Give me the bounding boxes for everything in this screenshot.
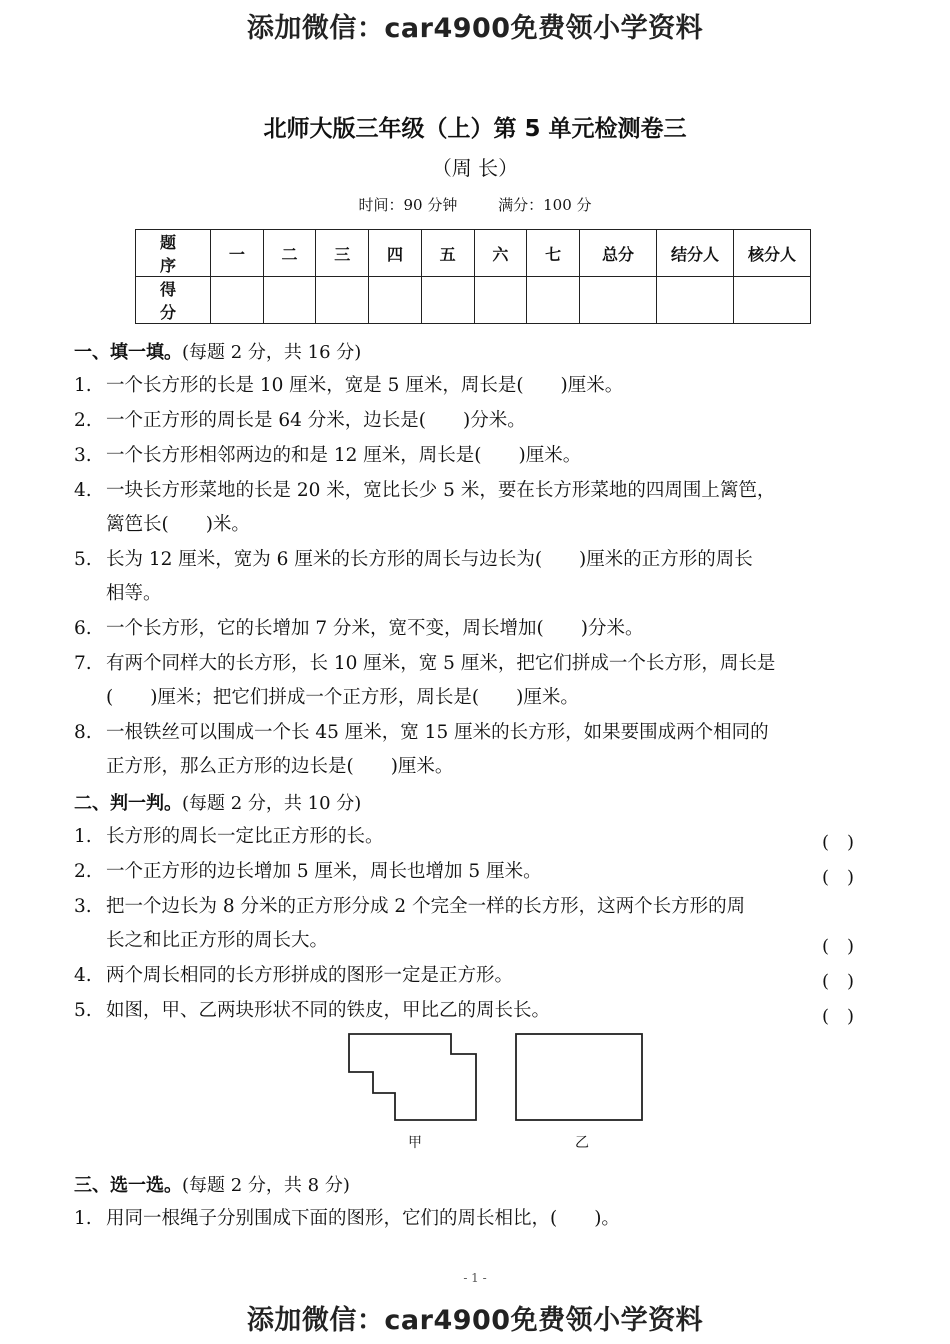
watermark-top: 添加微信：car4900免费领小学资料	[246, 13, 704, 44]
fill-question-6: 6. 一个长方形，它的长增加 7 分米，宽不变，周长增加( )分米。	[74, 618, 644, 639]
section-3-heading: 三、选一选。(每题 2 分，共 8 分)	[74, 1175, 350, 1196]
judge-question-1: 1. 长方形的周长一定比正方形的长。	[74, 826, 384, 847]
score-cell: 题 序	[136, 230, 211, 277]
score-cell: 核分人	[734, 230, 811, 277]
score-cell: 五	[421, 230, 474, 277]
answer-bracket[interactable]: ( )	[822, 971, 855, 992]
figure-yi-label: 乙	[575, 1135, 589, 1151]
score-cell: 二	[263, 230, 316, 277]
exam-time: 时间：90 分钟	[358, 196, 458, 214]
score-input-cell[interactable]	[474, 277, 527, 324]
exam-meta	[0, 194, 950, 215]
score-cell: 一	[211, 230, 264, 277]
judge-question-5: 5. 如图，甲、乙两块形状不同的铁皮，甲比乙的周长长。	[74, 1000, 551, 1021]
answer-bracket[interactable]: ( )	[822, 936, 855, 957]
perimeter-figures	[340, 1025, 650, 1125]
figure-yi-shape	[516, 1034, 642, 1120]
page-number: - 1 -	[463, 1271, 487, 1285]
page-subtitle: （周 长）	[431, 156, 519, 180]
judge-question-3: 3. 把一个边长为 8 分米的正方形分成 2 个完全一样的长方形，这两个长方形的周 长之和比正方形的周长大。	[74, 896, 746, 951]
section-2-heading: 二、判一判。(每题 2 分，共 10 分)	[74, 793, 362, 814]
score-cell: 七	[527, 230, 580, 277]
score-input-cell[interactable]	[316, 277, 369, 324]
score-input-cell[interactable]	[263, 277, 316, 324]
score-cell: 结分人	[657, 230, 734, 277]
figure-jia-shape	[349, 1034, 476, 1120]
answer-bracket[interactable]: ( )	[822, 867, 855, 888]
score-cell: 总分	[580, 230, 657, 277]
fill-question-2: 2. 一个正方形的周长是 64 分米，边长是( )分米。	[74, 410, 526, 431]
watermark-bottom: 添加微信：car4900免费领小学资料	[246, 1305, 704, 1336]
fill-question-4: 4. 一块长方形菜地的长是 20 米，宽比长少 5 米，要在长方形菜地的四周围上篱笆， 篱笆长( )米。	[74, 480, 776, 535]
fill-question-7: 7. 有两个同样大的长方形，长 10 厘米，宽 5 厘米，把它们拼成一个长方形，周长是 ( )厘米；把它们拼成一个正方形，周长是( )厘米。	[74, 653, 776, 708]
exam-full-score: 满分：100 分	[498, 196, 592, 214]
fill-question-1: 1. 一个长方形的长是 10 厘米，宽是 5 厘米，周长是( )厘米。	[74, 375, 624, 396]
page-title: 北师大版三年级（上）第 5 单元检测卷三	[263, 116, 687, 142]
fill-question-3: 3. 一个长方形相邻两边的和是 12 厘米，周长是( )厘米。	[74, 445, 582, 466]
score-table	[135, 229, 811, 324]
score-input-cell[interactable]	[211, 277, 264, 324]
score-input-cell[interactable]	[580, 277, 657, 324]
score-input-cell[interactable]	[657, 277, 734, 324]
judge-question-4: 4. 两个周长相同的长方形拼成的图形一定是正方形。	[74, 965, 514, 986]
score-table-score-row	[136, 277, 811, 324]
score-input-cell[interactable]	[369, 277, 422, 324]
answer-bracket[interactable]: ( )	[822, 1006, 855, 1027]
score-input-cell[interactable]	[421, 277, 474, 324]
score-cell: 四	[369, 230, 422, 277]
answer-bracket[interactable]: ( )	[822, 832, 855, 853]
choice-question-1: 1. 用同一根绳子分别围成下面的图形，它们的周长相比，( )。	[74, 1208, 620, 1229]
score-table-header-row	[136, 230, 811, 277]
judge-question-2: 2. 一个正方形的边长增加 5 厘米，周长也增加 5 厘米。	[74, 861, 542, 882]
score-input-cell[interactable]	[734, 277, 811, 324]
fill-question-5: 5. 长为 12 厘米，宽为 6 厘米的长方形的周长与边长为( )厘米的正方形的周长 相等。	[74, 549, 753, 604]
ghost-text-top	[0, 40, 950, 54]
score-cell: 得 分	[136, 277, 211, 324]
fill-question-8: 8. 一根铁丝可以围成一个长 45 厘米，宽 15 厘米的长方形，如果要围成两个相同的 正方形，那么正方形的边长是( )厘米。	[74, 722, 769, 777]
score-cell: 三	[316, 230, 369, 277]
figure-jia-label: 甲	[408, 1135, 422, 1151]
score-input-cell[interactable]	[527, 277, 580, 324]
section-1-heading: 一、填一填。(每题 2 分，共 16 分)	[74, 342, 362, 363]
score-cell: 六	[474, 230, 527, 277]
